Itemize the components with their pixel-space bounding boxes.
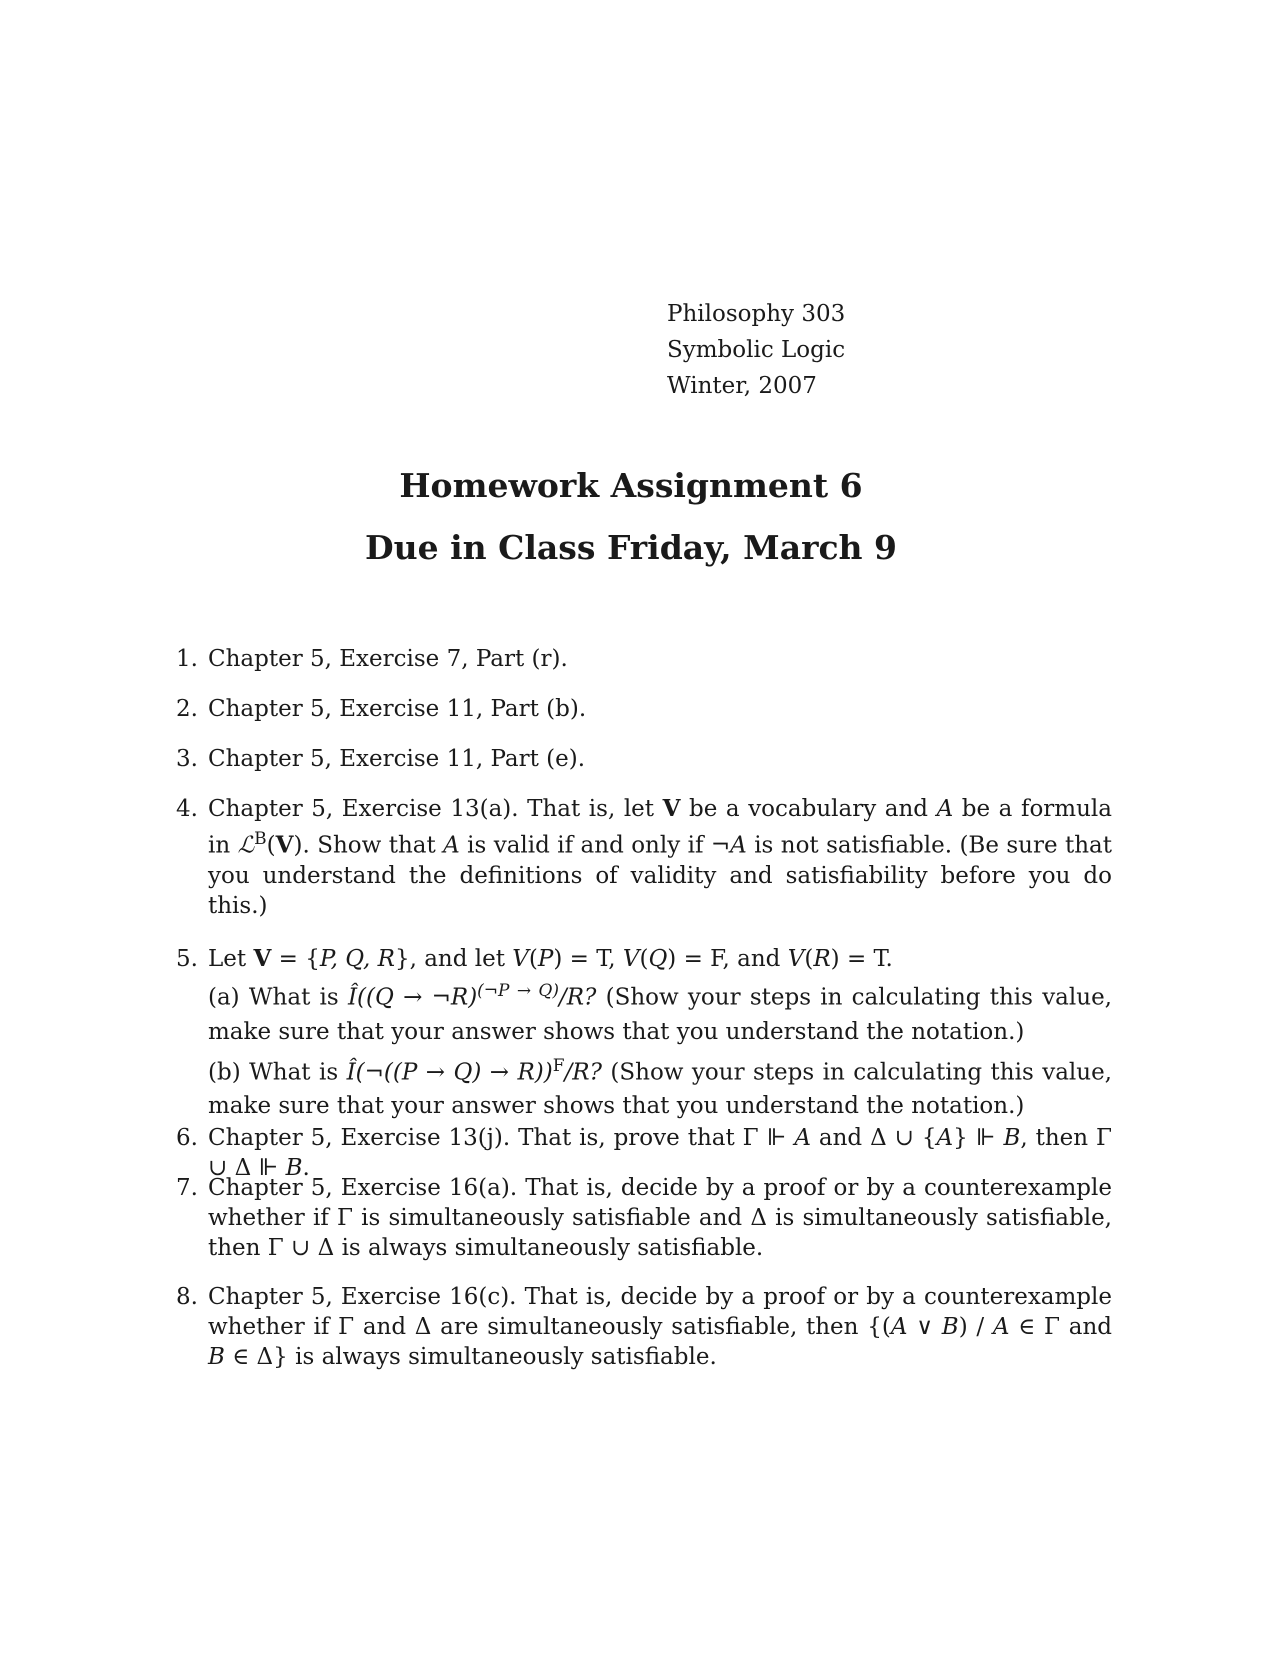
course-subject: Symbolic Logic bbox=[667, 337, 846, 363]
problem-1 bbox=[176, 644, 1112, 674]
problem-2 bbox=[176, 694, 1112, 724]
problem-text: Chapter 5, Exercise 16(a). That is, decide by a proof or by a counterexample whether if Γ is simultaneously satisfiable and Δ is simultaneously satisfiable, then Γ ∪ Δ is always simultaneously satisfiable. bbox=[208, 1175, 1112, 1261]
problem-number: 8. bbox=[176, 1284, 198, 1310]
course-number: Philosophy 303 bbox=[667, 301, 846, 327]
problem-5-intro: Let V = {P, Q, R}, and let V(P) = T, V(Q) = F, and V(R) = T. bbox=[208, 945, 893, 972]
course-info bbox=[667, 296, 845, 404]
problem-4 bbox=[176, 794, 1112, 921]
problem-text bbox=[208, 944, 1112, 1123]
problem-5-part-a: (a) What is Î((Q → ¬R)$^{(\neg P \to Q)}$/R? (Show your steps in calculating this value, make sure that your answer shows that you understand the notation.) bbox=[208, 981, 1112, 1045]
problem-3 bbox=[176, 744, 1112, 774]
problem-5-part-b: (b) What is Î(¬((P → Q) → R))$^F$/R? (Show your steps in calculating this value, make sure that your answer shows that you understand the notation.) bbox=[208, 1055, 1112, 1120]
problem-text: Chapter 5, Exercise 16(c). That is, decide by a proof or by a counterexample whether if Γ and Δ are simultaneously satisfiable, then {(A ∨ B) / A ∈ Γ and B ∈ Δ} is always simultaneously satisfiable. bbox=[208, 1284, 1113, 1370]
course-term: Winter, 2007 bbox=[667, 373, 817, 399]
due-date-title: Due in Class Friday, March 9 bbox=[365, 528, 897, 567]
problem-text: Chapter 5, Exercise 7, Part (r). bbox=[208, 646, 568, 672]
problem-text: Chapter 5, Exercise 11, Part (b). bbox=[208, 696, 587, 722]
problem-number: 4. bbox=[176, 796, 198, 822]
problem-text: Chapter 5, Exercise 13(j). That is, prove that Γ ⊩ A and Δ ∪ {A} ⊩ B, then Γ ∪ Δ ⊩ B. bbox=[208, 1125, 1112, 1181]
problem-7 bbox=[176, 1173, 1112, 1263]
problem-number: 2. bbox=[176, 696, 198, 722]
assignment-title: Homework Assignment 6 bbox=[399, 466, 863, 505]
problem-number: 6. bbox=[176, 1125, 198, 1151]
problem-text: Chapter 5, Exercise 13(a). That is, let V be a vocabulary and A be a formula in ℒ$^B$(V). Show that A is valid if and only if ¬A is not satisfiable. (Be sure that you understand the definitions of validity and satisfiability before you do this.) bbox=[208, 795, 1112, 919]
problem-number: 5. bbox=[176, 946, 198, 972]
problem-number: 7. bbox=[176, 1175, 198, 1201]
problem-number: 1. bbox=[176, 646, 198, 672]
problem-5 bbox=[176, 944, 1112, 1123]
problem-number: 3. bbox=[176, 746, 198, 772]
problem-text: Chapter 5, Exercise 11, Part (e). bbox=[208, 746, 586, 772]
problem-8 bbox=[176, 1282, 1112, 1372]
